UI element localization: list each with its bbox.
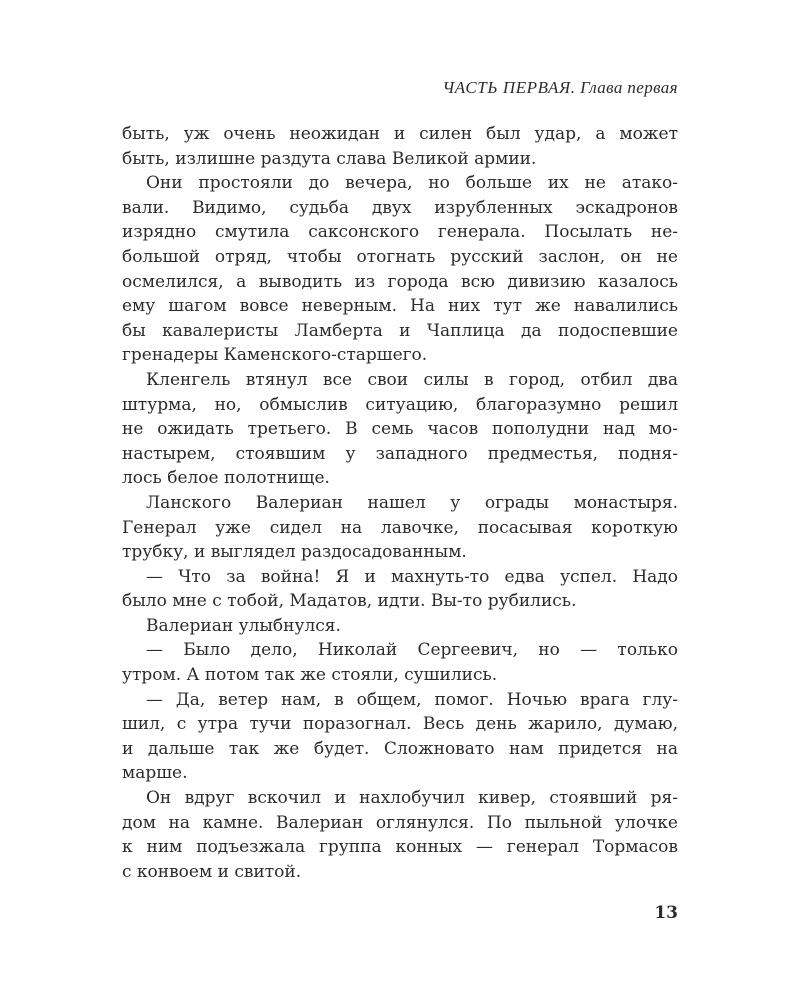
text-line: Они простояли до вечера, но больше их не атако- [146,173,678,194]
text-line: не ожидать третьего. В семь часов пополудни над мо- [122,419,678,440]
running-head-chapter: Глава первая [580,78,678,97]
text-line: Генерал уже сидел на лавочке, посасывая короткую [122,517,678,538]
text-line: Валериан улыбнулся. [146,615,341,636]
text-line: трубку, и выглядел раздосадованным. [122,542,467,563]
text-line: настырем, стоявшим у западного предместья, подня- [122,443,678,464]
text-line: осмелился, а выводить из города всю дивизию казалось [122,271,678,292]
text-line: Кленгель втянул все свои силы в город, отбил два [146,369,678,390]
text-line: утром. А потом так же стояли, сушились. [122,665,498,686]
text-line: марше. [122,763,188,784]
text-line: быть, излишне раздута слава Великой армии. [122,148,537,169]
text-line: шил, с утра тучи поразогнал. Весь день жарило, думаю, [122,714,678,735]
text-line: Он вдруг вскочил и нахлобучил кивер, стоявший ря- [146,788,678,809]
text-line: лось белое полотнище. [122,468,330,489]
text-line: с конвоем и свитой. [122,861,302,882]
text-line: большой отряд, чтобы отогнать русский заслон, он не [122,246,678,267]
text-line: штурма, но, обмыслив ситуацию, благоразумно решил [122,394,678,415]
text-line: изрядно смутила саксонского генерала. Посылать не- [122,222,678,243]
text-line: гренадеры Каменского-старшего. [122,345,428,366]
page-number: 13 [654,903,678,923]
running-head-part: ЧАСТЬ ПЕРВАЯ [442,78,571,97]
text-line: — Что за война! Я и махнуть-то едва успел. Надо [146,566,678,587]
running-head-separator: . [570,78,581,97]
text-line: вали. Видимо, судьба двух изрубленных эскадронов [122,197,678,218]
text-line: — Было дело, Николай Сергеевич, но — только [146,640,678,661]
text-line: бы кавалеристы Ламберта и Чаплица да подоспевшие [122,320,678,341]
body-text [122,122,678,884]
text-line: — Да, ветер нам, в общем, помог. Ночью врага глу- [146,689,678,710]
text-line: Ланского Валериан нашел у ограды монастыря. [146,492,678,513]
text-line: быть, уж очень неожидан и силен был удар, а может [122,124,678,144]
text-line: дом на камне. Валериан оглянулся. По пыльной улочке [122,812,678,833]
text-line: было мне с тобой, Мадатов, идти. Вы-то рубились. [122,591,577,612]
running-head [442,78,678,98]
text-line: ему шагом вовсе неверным. На них тут же навалились [122,296,678,317]
text-line: и дальше так же будет. Сложновато нам придется на [122,738,678,759]
text-line: к ним подъезжала группа конных — генерал Тормасов [122,837,678,858]
